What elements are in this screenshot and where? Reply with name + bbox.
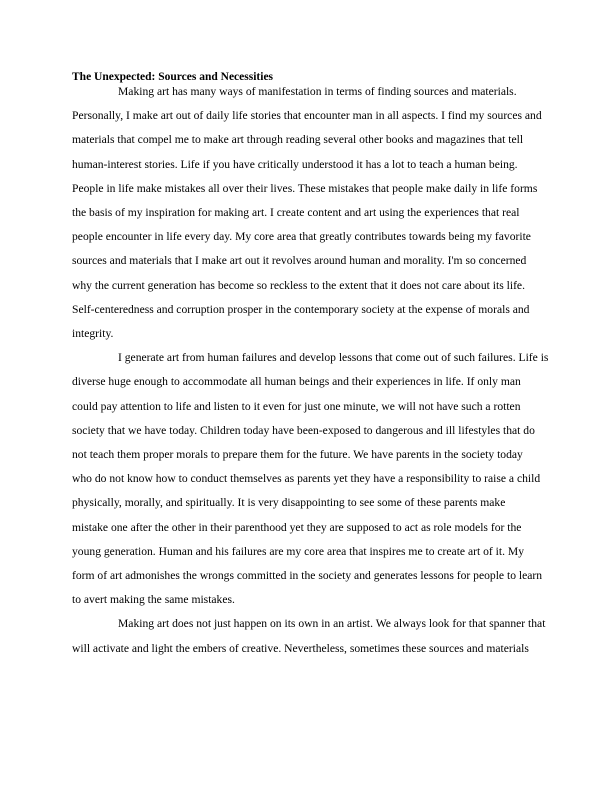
paragraph-line: why the current generation has become so reckless to the extent that it does not care about its life.	[72, 278, 525, 292]
paragraph-1	[72, 80, 542, 346]
paragraph-2	[72, 346, 549, 612]
paragraph-line: human-interest stories. Life if you have critically understood it has a lot to teach a human being.	[72, 157, 518, 171]
paragraph-line: people encounter in life every day. My core area that greatly contributes towards being my favorite	[72, 230, 531, 244]
document-body	[72, 70, 549, 661]
paragraph-line: the basis of my inspiration for making art. I create content and art using the experiences that real	[72, 206, 520, 220]
paragraph-3	[72, 612, 546, 660]
paragraph-line: People in life make mistakes all over their lives. These mistakes that people make daily in life forms	[72, 181, 538, 195]
paragraph-line: will activate and light the embers of creative. Nevertheless, sometimes these sources and materials	[72, 641, 529, 655]
paragraph-line: Making art has many ways of manifestation in terms of finding sources and materials.	[118, 85, 517, 98]
paragraph-line: young generation. Human and his failures are my core area that inspires me to create art of it. My	[72, 544, 524, 558]
paragraph-line: society that we have today. Children today have been-exposed to dangerous and ill lifestyles that do	[72, 423, 535, 437]
paragraph-line: who do not know how to conduct themselves as parents yet they have a responsibility to raise a child	[72, 472, 541, 486]
paragraph-line: Making art does not just happen on its own in an artist. We always look for that spanner that	[118, 617, 546, 631]
paragraph-line: to avert making the same mistakes.	[72, 593, 235, 607]
paragraph-line: Self-centeredness and corruption prosper in the contemporary society at the expense of morals and	[72, 302, 530, 316]
paragraph-line: not teach them proper morals to prepare them for the future. We have parents in the society today	[72, 448, 523, 462]
paragraph-line: physically, morally, and spiritually. It is very disappointing to see some of these parents make	[72, 496, 506, 510]
paragraph-line: diverse huge enough to accommodate all human beings and their experiences in life. If only man	[72, 375, 521, 389]
paragraph-line: integrity.	[72, 327, 114, 341]
paragraph-line: materials that compel me to make art through reading several other books and magazines that tell	[72, 133, 524, 147]
paragraph-line: could pay attention to life and listen to it even for just one minute, we will not have such a rotten	[72, 399, 521, 413]
paragraph-line: Personally, I make art out of daily life stories that encounter man in all aspects. I find my sources and	[72, 109, 542, 123]
paragraph-line: sources and materials that I make art out it revolves around human and morality. I'm so concerned	[72, 254, 527, 268]
document-title: The Unexpected: Sources and Necessities	[72, 71, 274, 83]
paragraph-line: mistake one after the other in their parenthood yet they are supposed to act as role models for the	[72, 520, 522, 534]
paragraph-line: I generate art from human failures and develop lessons that come out of such failures. Life is	[118, 351, 549, 365]
paragraph-line: form of art admonishes the wrongs committed in the society and generates lessons for people to learn	[72, 569, 543, 583]
